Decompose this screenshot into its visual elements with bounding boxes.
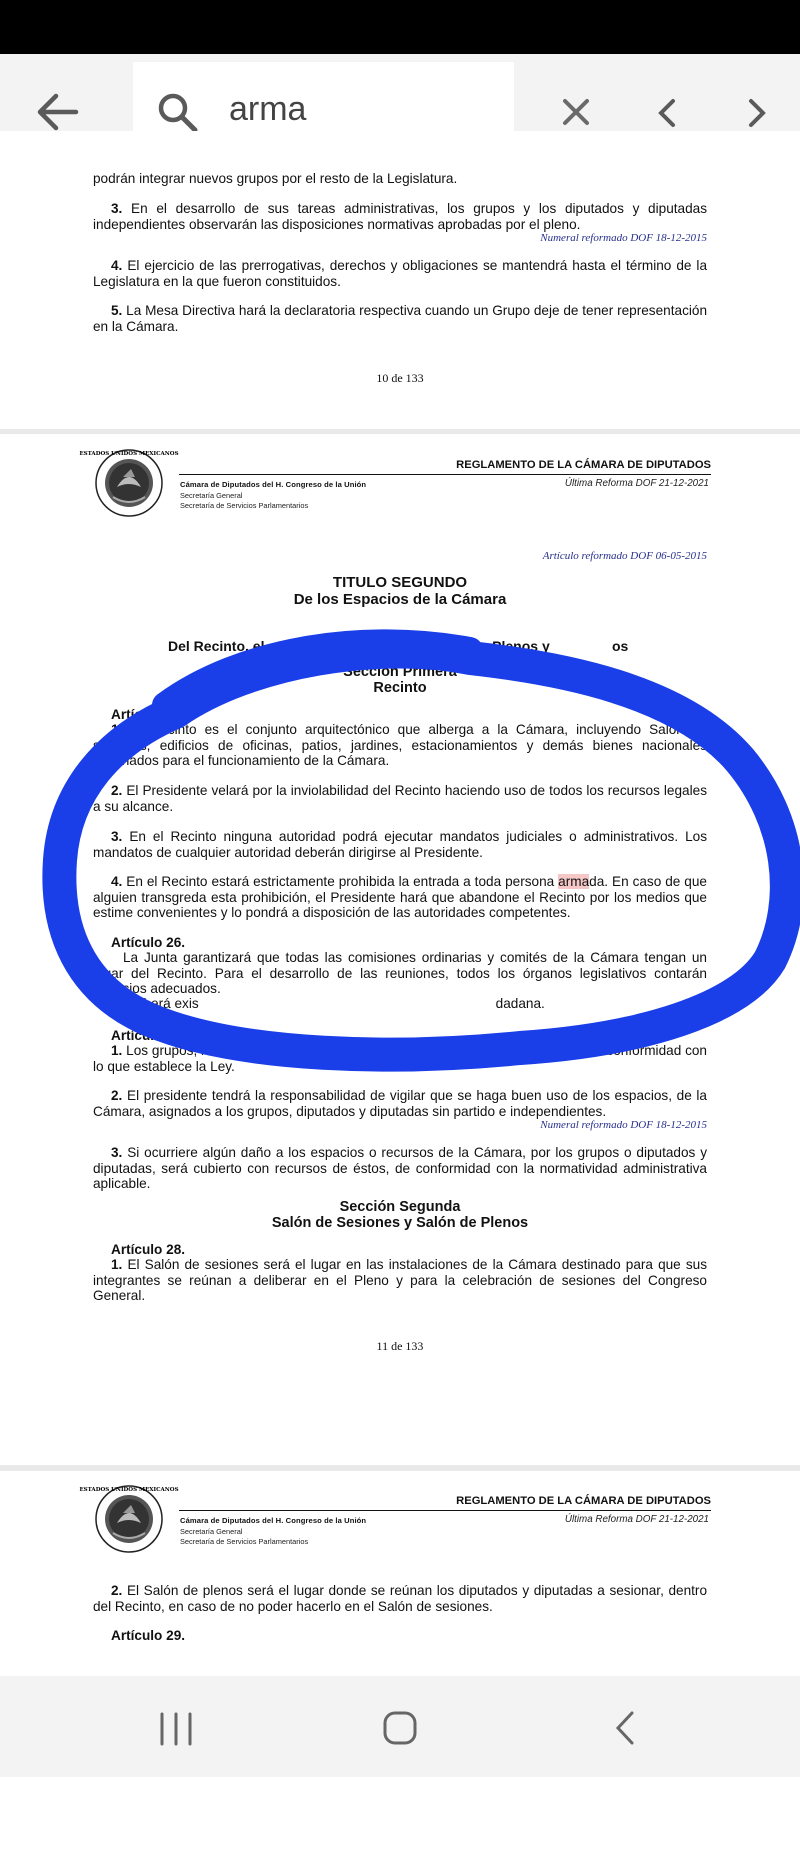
page-number: 11 de 133 bbox=[376, 1339, 424, 1353]
reform-note: Numeral reformado DOF 18-12-2015 bbox=[540, 232, 707, 244]
chevron-right-icon[interactable] bbox=[746, 98, 768, 128]
svg-text:ESTADOS UNIDOS MEXICANOS: ESTADOS UNIDOS MEXICANOS bbox=[79, 1487, 179, 1493]
title-heading: TITULO SEGUNDO bbox=[332, 574, 468, 591]
last-reform: Última Reforma DOF 21-12-2021 bbox=[564, 478, 709, 489]
paragraph: 2. El Salón de plenos será el lugar donde se reúnan los diputados y diputadas a sesionar, dentro del Recinto, en caso de no poder hacerlo en el Salón de sesiones. bbox=[93, 1583, 707, 1614]
last-reform: Última Reforma DOF 21-12-2021 bbox=[564, 1514, 709, 1525]
article-heading: Artículo 28. bbox=[111, 1242, 186, 1257]
paragraph: La Junta garantizará que todas las comisiones ordinarias y comités de la Cámara tengan un lugar del Recinto. Para el desarrollo de las reuniones, todos los órganos legislativos contarán espacios adecuados. bbox=[93, 950, 707, 997]
institution-name: Cámara de Diputados del H. Congreso de la Unión bbox=[180, 480, 367, 489]
svg-text:ESTADOS UNIDOS MEXICANOS: ESTADOS UNIDOS MEXICANOS bbox=[79, 451, 179, 457]
search-icon bbox=[157, 92, 199, 134]
reform-note: Numeral reformado DOF 18-12-2015 bbox=[540, 1119, 707, 1131]
title-heading: De los Espacios de la Cámara bbox=[293, 591, 507, 608]
paragraph: 2. Deberá exis dadana. bbox=[111, 996, 545, 1011]
header-subtitle: Secretaría de Servicios Parlamentarios bbox=[180, 501, 309, 510]
recent-apps-icon[interactable] bbox=[158, 1712, 194, 1746]
paragraph: podrán integrar nuevos grupos por el resto de la Legislatura. bbox=[93, 171, 458, 186]
article-heading: Artículo 26. bbox=[111, 935, 186, 950]
article-heading: Artículo 29. bbox=[111, 1628, 186, 1643]
article-heading: Artículo 25. bbox=[111, 707, 186, 722]
chapter-heading: iones, el Salón de Plenos y bbox=[370, 638, 550, 654]
paragraph: 3. En el Recinto ninguna autoridad podrá ejecutar mandatos judiciales o administrativos. Los mandatos de cualquier autoridad deberán dirigirse al Presidente. bbox=[93, 829, 708, 860]
system-navigation-bar bbox=[0, 1676, 800, 1777]
paragraph: 4. El ejercicio de las prerrogativas, derechos y obligaciones se mantendrá hasta el término de la Legislatura en la que fueron constituidos. bbox=[93, 258, 708, 289]
paragraph: 1. El Salón de sesiones será el lugar en las instalaciones de la Cámara destinado para que sus integrantes se reúnan a deliberar en el Pleno y para la celebración de sesiones del Congreso General. bbox=[93, 1257, 707, 1304]
chapter-heading: Del Recinto, el bbox=[168, 638, 265, 654]
paragraph: 3. Si ocurriere algún daño a los espacios o recursos de la Cámara, por los grupos o diputados y diputadas, será cubierto con recursos de éstos, de conformidad con la normatividad administrativa aplicable. bbox=[93, 1145, 707, 1192]
status-bar bbox=[0, 0, 800, 54]
article-heading: Artículo 27. bbox=[111, 1028, 186, 1043]
mexico-seal-icon bbox=[79, 447, 179, 519]
header-rule bbox=[179, 1510, 711, 1511]
header-rule bbox=[179, 474, 711, 475]
pdf-page-10 bbox=[0, 131, 800, 429]
paragraph: 1. Los grupos, los diputados y diputadas, tendrán espacios dentro del Recinto, de conformidad con lo que establece la Ley. bbox=[93, 1043, 707, 1074]
header-subtitle: Secretaría General bbox=[180, 491, 243, 500]
paragraph: 3. En el desarrollo de sus tareas administrativas, los grupos y los diputados y diputadas independientes observarán las disposiciones normativas aprobadas por el pleno. bbox=[93, 201, 708, 232]
chevron-left-icon[interactable] bbox=[656, 98, 678, 128]
chapter-heading: os bbox=[612, 638, 629, 654]
document-title: REGLAMENTO DE LA CÁMARA DE DIPUTADOS bbox=[456, 459, 711, 471]
arrow-back-icon[interactable] bbox=[36, 92, 80, 132]
page-number: 10 de 133 bbox=[376, 371, 424, 385]
paragraph: 2. El presidente tendrá la responsabilidad de vigilar que se haga buen uso de los espacios, de la Cámara, asignados a los grupos, diputados y diputadas sin partido e independientes. bbox=[93, 1088, 707, 1119]
section-heading: Salón de Sesiones y Salón de Plenos bbox=[271, 1215, 529, 1231]
header-subtitle: Secretaría de Servicios Parlamentarios bbox=[180, 1537, 309, 1546]
mexico-seal-icon bbox=[79, 1483, 179, 1555]
search-match-highlight[interactable]: arma bbox=[558, 874, 590, 889]
paragraph: 5. La Mesa Directiva hará la declaratoria respectiva cuando un Grupo deje de tener representación en la Cámara. bbox=[93, 303, 708, 334]
pdf-page-12 bbox=[0, 1471, 800, 1871]
document-title: REGLAMENTO DE LA CÁMARA DE DIPUTADOS bbox=[456, 1495, 711, 1507]
section-heading: Recinto bbox=[373, 680, 427, 696]
home-icon[interactable] bbox=[382, 1710, 418, 1746]
paragraph: 1. El Recinto es el conjunto arquitectónico que alberga a la Cámara, incluyendo Salón de sesiones, edificios de oficinas, patios, jardines, estacionamientos y demás bienes nacionales destinados para el funcionamiento de la Cámara. bbox=[93, 722, 708, 769]
pdf-viewer[interactable] bbox=[0, 171, 800, 1676]
pdf-page-11 bbox=[0, 434, 800, 1465]
paragraph: 2. El Presidente velará por la inviolabilidad del Recinto haciendo uso de todos los recursos legales a su alcance. bbox=[93, 783, 707, 814]
reform-note: Artículo reformado DOF 06-05-2015 bbox=[542, 550, 707, 562]
paragraph: 4. En el Recinto estará estrictamente prohibida la entrada a toda persona armada. En caso de que alguien transgreda esta prohibición, el Presidente hará que abandone el Recinto por los medios que estime convenientes y lo pondrá a disposición de las autoridades competentes. bbox=[93, 874, 707, 921]
section-heading: Sección Segunda bbox=[339, 1199, 461, 1215]
institution-name: Cámara de Diputados del H. Congreso de la Unión bbox=[180, 1516, 367, 1525]
back-nav-icon[interactable] bbox=[612, 1710, 638, 1746]
clear-icon[interactable] bbox=[562, 98, 590, 126]
search-query[interactable]: arma bbox=[229, 90, 307, 128]
section-heading: Sección Primera bbox=[343, 664, 457, 680]
header-subtitle: Secretaría General bbox=[180, 1527, 243, 1536]
